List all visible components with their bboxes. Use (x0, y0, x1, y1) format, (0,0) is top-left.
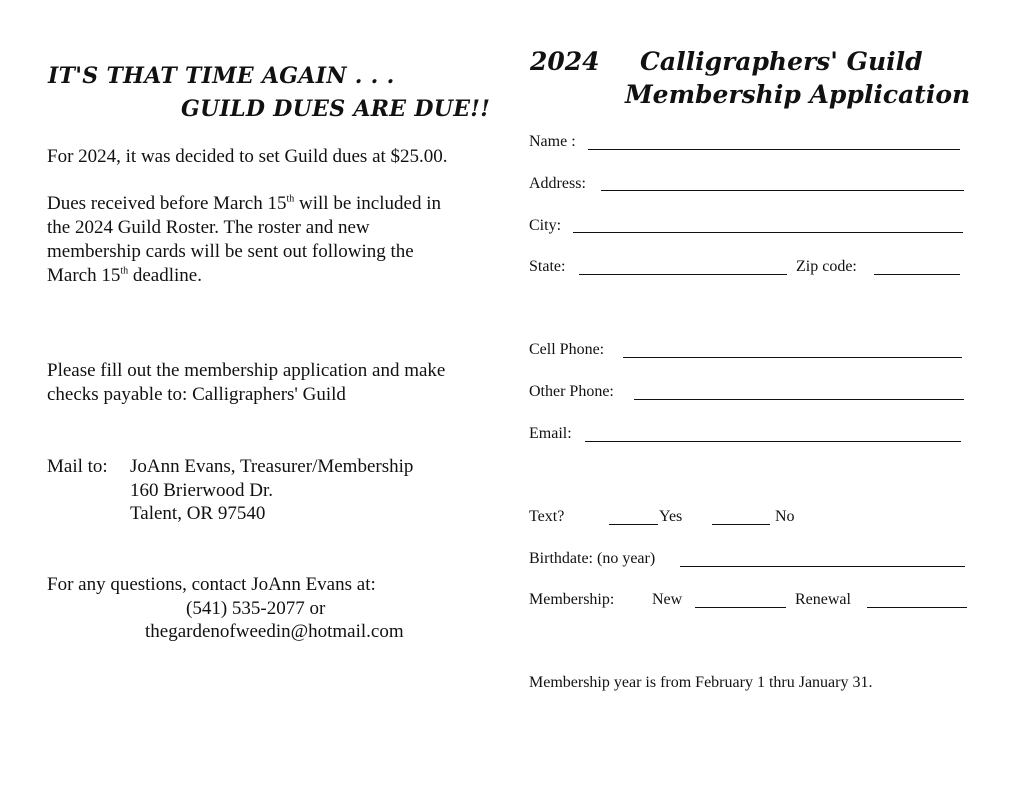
address-label: Address: (529, 175, 586, 192)
birthdate-field[interactable] (680, 566, 965, 567)
cell-phone-label: Cell Phone: (529, 341, 605, 358)
state-label: State: (529, 258, 566, 275)
membership-year-note: Membership year is from February 1 thru January 31. (529, 674, 873, 691)
roster-paragraph-line-3: membership cards will be sent out following the (47, 241, 414, 262)
cell-phone-field[interactable] (623, 357, 962, 358)
name-label: Name : (529, 133, 576, 150)
text-no-label: No (775, 508, 795, 525)
address-field[interactable] (601, 190, 964, 191)
roster-line1-post: will be included in (294, 193, 441, 214)
text-no-field[interactable] (712, 524, 770, 525)
roster-paragraph-line-2: the 2024 Guild Roster. The roster and new (47, 217, 370, 238)
text-label: Text? (529, 508, 565, 525)
zip-field[interactable] (874, 274, 960, 275)
application-title-line-1: Calligraphers' Guild (640, 47, 923, 76)
headline-line-1: IT'S THAT TIME AGAIN . . . (48, 63, 395, 89)
fill-out-line-1: Please fill out the membership application and make (47, 360, 446, 381)
roster-line1-sup: th (286, 193, 295, 205)
roster-line4-sup: th (120, 265, 129, 277)
birthdate-label: Birthdate: (no year) (529, 550, 656, 567)
membership-label: Membership: (529, 591, 615, 608)
text-yes-field[interactable] (609, 524, 658, 525)
roster-line1-pre: Dues received before March 15 (47, 193, 287, 214)
dues-paragraph: For 2024, it was decided to set Guild dues at $25.00. (47, 146, 448, 167)
other-phone-label: Other Phone: (529, 383, 614, 400)
other-phone-field[interactable] (634, 399, 964, 400)
application-year: 2024 (530, 47, 600, 76)
fill-out-line-2: checks payable to: Calligraphers' Guild (47, 384, 346, 405)
name-field[interactable] (588, 149, 960, 150)
application-title-line-2: Membership Application (625, 80, 971, 109)
city-field[interactable] (573, 232, 963, 233)
zip-label: Zip code: (796, 258, 857, 275)
mail-address-line-1: JoAnn Evans, Treasurer/Membership (130, 456, 414, 477)
membership-new-field[interactable] (695, 607, 786, 608)
mail-address-line-3: Talent, OR 97540 (130, 503, 266, 524)
membership-renewal-label: Renewal (795, 591, 851, 608)
email-label: Email: (529, 425, 572, 442)
roster-line4-pre: March 15 (47, 265, 121, 286)
text-yes-label: Yes (659, 508, 683, 525)
roster-paragraph-line-1 (47, 192, 441, 216)
membership-renewal-field[interactable] (867, 607, 967, 608)
email-field[interactable] (585, 441, 961, 442)
headline-line-2: GUILD DUES ARE DUE!! (181, 96, 491, 122)
mail-to-label: Mail to: (47, 456, 108, 477)
city-label: City: (529, 217, 562, 234)
membership-new-label: New (652, 591, 683, 608)
contact-email: thegardenofweedin@hotmail.com (145, 621, 404, 642)
state-field[interactable] (579, 274, 787, 275)
mail-address-line-2: 160 Brierwood Dr. (130, 480, 274, 501)
contact-line: For any questions, contact JoAnn Evans at: (47, 574, 376, 595)
roster-line4-post: deadline. (128, 265, 202, 286)
roster-paragraph-line-4 (47, 264, 202, 288)
contact-phone: (541) 535-2077 or (186, 598, 326, 619)
